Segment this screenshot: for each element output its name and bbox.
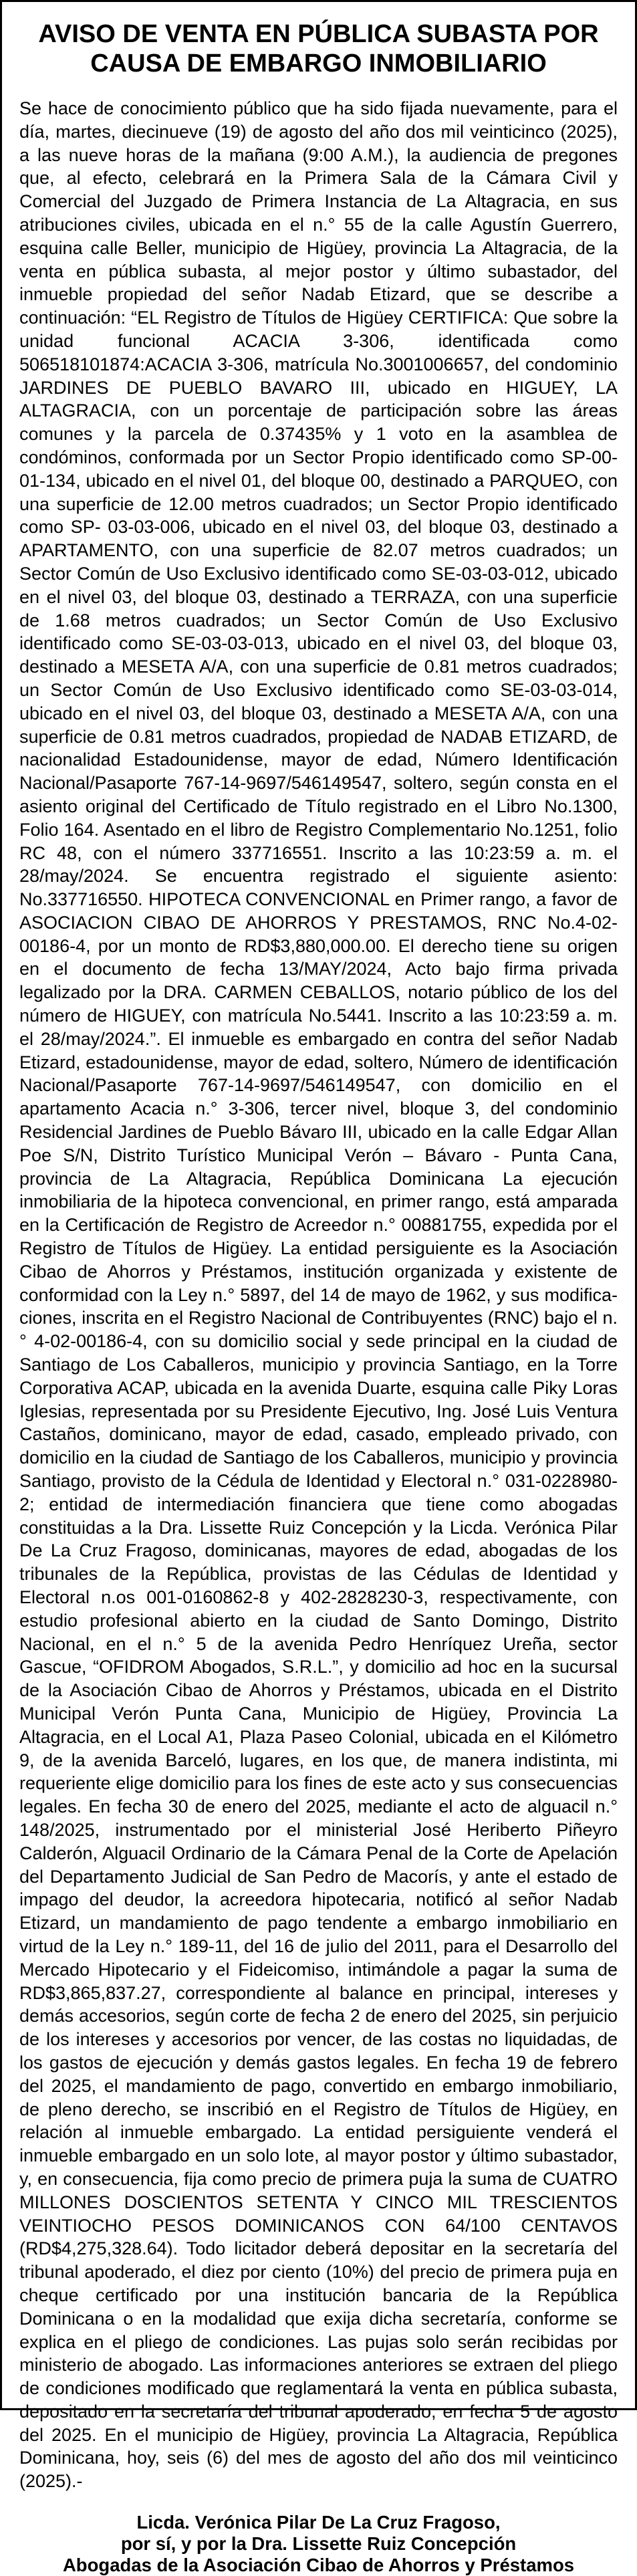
notice-body: Se hace de conocimiento público que ha sido fijada nuevamente, para el día, martes, diecinueve (19) de agosto del año dos mil veinticinco (2025), a las nueve horas de la mañana (9:00 A.M.), la audiencia de pregones que, al efecto, celebrará en la Primera Sala de la Cámara Civil y Comercial del Juzgado de Primera Instancia de La Altagracia, en sus atribuciones civiles, ubicada en el n.° 55 de la calle Agustín Guerrero, esquina calle Beller, municipio de Higüey, provincia La Altagracia, de la venta en pública subasta, al mejor postor y último subastador, del inmueble propiedad del señor Nadab Etizard, que se describe a continuación: “EL Registro de Títulos de Higüey CERTIFICA: Que sobre la unidad funcional ACACIA 3-306, identificada como 506518101874:ACACIA 3-306, matrícula No.3001006657, del condominio JARDINES DE PUEBLO BAVARO III, ubicado en HIGUEY, LA ALTAGRACIA, con un porcentaje de participación sobre las áreas comunes y la parcela de 0.37435% y 1 voto en la asamblea de condóminos, conformada por un Sector Propio identificado como SP-00-01-134, ubicado en el nivel 01, del bloque 00, destinado a PARQUEO, con una superficie de 12.00 metros cuadrados; un Sector Propio identificado como SP- 03-03-006, ubicado en el nivel 03, del bloque 03, destinado a APARTAMENTO, con una superficie de 82.07 metros cuadrados; un Sector Común de Uso Exclusivo identificado como SE-03-03-012, ubicado en el nivel 03, del bloque 03, destinado a TERRAZA, con una superficie de 1.68 metros cuadrados; un Sector Común de Uso Exclusivo identificado como SE-03-03-013, ubicado en el nivel 03, del bloque 03, destinado a MESETA A/A, con una superficie de 0.81 metros cuadrados; un Sector Común de Uso Exclusivo identificado como SE-03-03-014, ubicado en el nivel 03, del bloque 03, destinado a MESETA A/A, con una superficie de 0.81 metros cuadrados, propiedad de NADAB ETIZARD, de nacionalidad Estadounidense, mayor de edad, Número Identificación Nacional/Pasaporte 767-14-9697/546149547, soltero, según consta en el asiento original del Certificado de Título registrado en el Libro No.1300, Folio 164. Asentado en el libro de Registro Complementario No.1251, folio RC 48, con el número 337716551. Inscrito a las 10:23:59 a. m. el 28/may/2024. Se encuentra registrado el siguiente asiento: No.337716550. HIPOTECA CONVENCIONAL en Primer rango, a favor de ASOCIACION CIBAO DE AHORROS Y PRESTAMOS, RNC No.4-02-00186-4, por un monto de RD$3,880,000.00. El derecho tiene su origen en el documento de fecha 13/MAY/2024, Acto bajo firma privada legalizado por la DRA. CARMEN CEBALLOS, notario público de los del número de HIGUEY, con matrícula No.5441. Inscrito a las 10:23:59 a. m. el 28/may/2024.”. El inmueble es embargado en contra del señor Nadab Etizard, estadounidense, mayor de edad, soltero, Número de identificación Nacional/Pasaporte 767-14-9697/546149547, con domicilio en el apartamento Acacia n.° 3-306, tercer nivel, bloque 3, del condominio Residencial Jardines de Pueblo Bávaro III, ubicado en la calle Edgar Allan Poe S/N, Distrito Turístico Municipal Verón – Bávaro - Punta Cana, provincia de La Altagracia, República Dominicana La ejecución inmobiliaria de la hipoteca convencional, en primer rango, está amparada en la Certificación de Registro de Acreedor n.° 00881755, expedida por el Registro de Títulos de Higüey. La entidad persiguiente es la Asociación Cibao de Ahorros y Préstamos, institución organizada y existente de conformidad con la Ley n.° 5897, del 14 de mayo de 1962, y sus modificaciones, inscrita en el Registro Nacional de Contribuyentes (RNC) bajo el n.° 4-02-00186-4, con su domicilio social y sede principal en la ciudad de Santiago de Los Caballeros, municipio y provincia Santiago, en la Torre Corporativa ACAP, ubicada en la avenida Duarte, esquina calle Piky Loras Iglesias, representada por su Presidente Ejecutivo, Ing. José Luis Ventura Castaños, dominicano, mayor de edad, casado, empleado privado, con domicilio en la ciudad de Santiago de los Caballeros, municipio y provincia Santiago, provisto de la Cédula de Identidad y Electoral n.° 031-0228980-2; entidad de intermediación financiera que tiene como abogadas constituidas a la Dra. Lissette Ruiz Concepción y la Licda. Verónica Pilar De La Cruz Fragoso, dominicanas, mayores de edad, abogadas de los tribunales de la República, provistas de las Cédulas de Identidad y Electoral n.os 001-0160862-8 y 402-2828230-3, respectivamente, con estudio profesional abierto en la ciudad de Santo Domingo, Distrito Nacional, en el n.° 5 de la avenida Pedro Henríquez Ureña, sector Gascue, “OFIDROM Abogados, S.R.L.”, y domicilio ad hoc en la sucursal de la Asociación Cibao de Ahorros y Préstamos, ubicada en el Distrito Municipal Verón Punta Cana, Municipio de Higüey, Provincia La Altagracia, en el Local A1, Plaza Paseo Colonial, ubicada en el Kilómetro 9, de la avenida Barceló, lugares, en los que, de manera indistinta, mi requeriente elige domicilio para los fines de este acto y sus consecuencias legales. En fecha 30 de enero del 2025, mediante el acto de alguacil n.° 148/2025, instrumentado por el ministerial José Heriberto Piñeyro Calderón, Alguacil Ordinario de la Cámara Penal de la Corte de Apelación del Departamento Judicial de San Pedro de Macorís, y ante el estado de impago del deudor, la acreedora hipotecaria, notificó al señor Nadab Etizard, un mandamiento de pago tendente a embargo inmobiliario en virtud de la Ley n.° 189-11, del 16 de julio del 2011, para el Desarrollo del Mercado Hipotecario y el Fideicomiso, intimándole a pagar la suma de RD$3,865,837.27, correspondiente al balance en principal, intereses y demás accesorios, según corte de fecha 2 de enero del 2025, sin perjuicio de los intereses y accesorios por vencer, de las costas no liquidadas, de los gastos de ejecución y demás gastos legales. En fecha 19 de febrero del 2025, el mandamiento de pago, convertido en embargo inmobiliario, de pleno derecho, se inscribió en el Registro de Títulos de Higüey, en relación al inmueble embargado. La entidad persiguiente venderá el inmueble embargado en un solo lote, al mayor postor y último subastador, y, en consecuencia, fija como precio de primera puja la suma de CUATRO MILLONES DOSCIENTOS SETENTA Y CINCO MIL TRESCIENTOS VEINTIOCHO PESOS DOMINICANOS CON 64/100 CENTAVOS (RD$4,275,328.64). Todo licitador deberá depositar en la secretaría del tribunal apoderado, el diez por ciento (10%) del precio de primera puja en cheque certificado por una institución bancaria de la República Dominicana o en la modalidad que exija dicha secretaría, conforme se explica en el pliego de condiciones. Las pujas solo serán recibidas por ministerio de abogado. Las informaciones anteriores se extraen del pliego de condiciones modificado que reglamentará la venta en pública subasta, depositado en la secretaría del tribunal apoderado, en fecha 5 de agosto del 2025. En el municipio de Higüey, provincia La Altagracia, República Dominicana, hoy, seis (6) del mes de agosto del año dos mil veinticinco (2025).-	[19, 98, 618, 2492]
notice-title	[19, 19, 618, 78]
signature-line-3: Abogadas de la Asociación Cibao de Ahorros y Préstamos	[62, 2555, 575, 2576]
signature-line-1: Licda. Verónica Pilar De La Cruz Fragoso,	[136, 2512, 501, 2533]
notice-title-line-2: CAUSA DE EMBARGO INMOBILIARIO	[90, 49, 547, 78]
notice-title-line-1: AVISO DE VENTA EN PÚBLICA SUBASTA POR	[38, 20, 599, 48]
signature-block	[19, 2512, 618, 2576]
signature-line-2: por sí, y por la Dra. Lissette Ruiz Concepción	[120, 2533, 517, 2555]
